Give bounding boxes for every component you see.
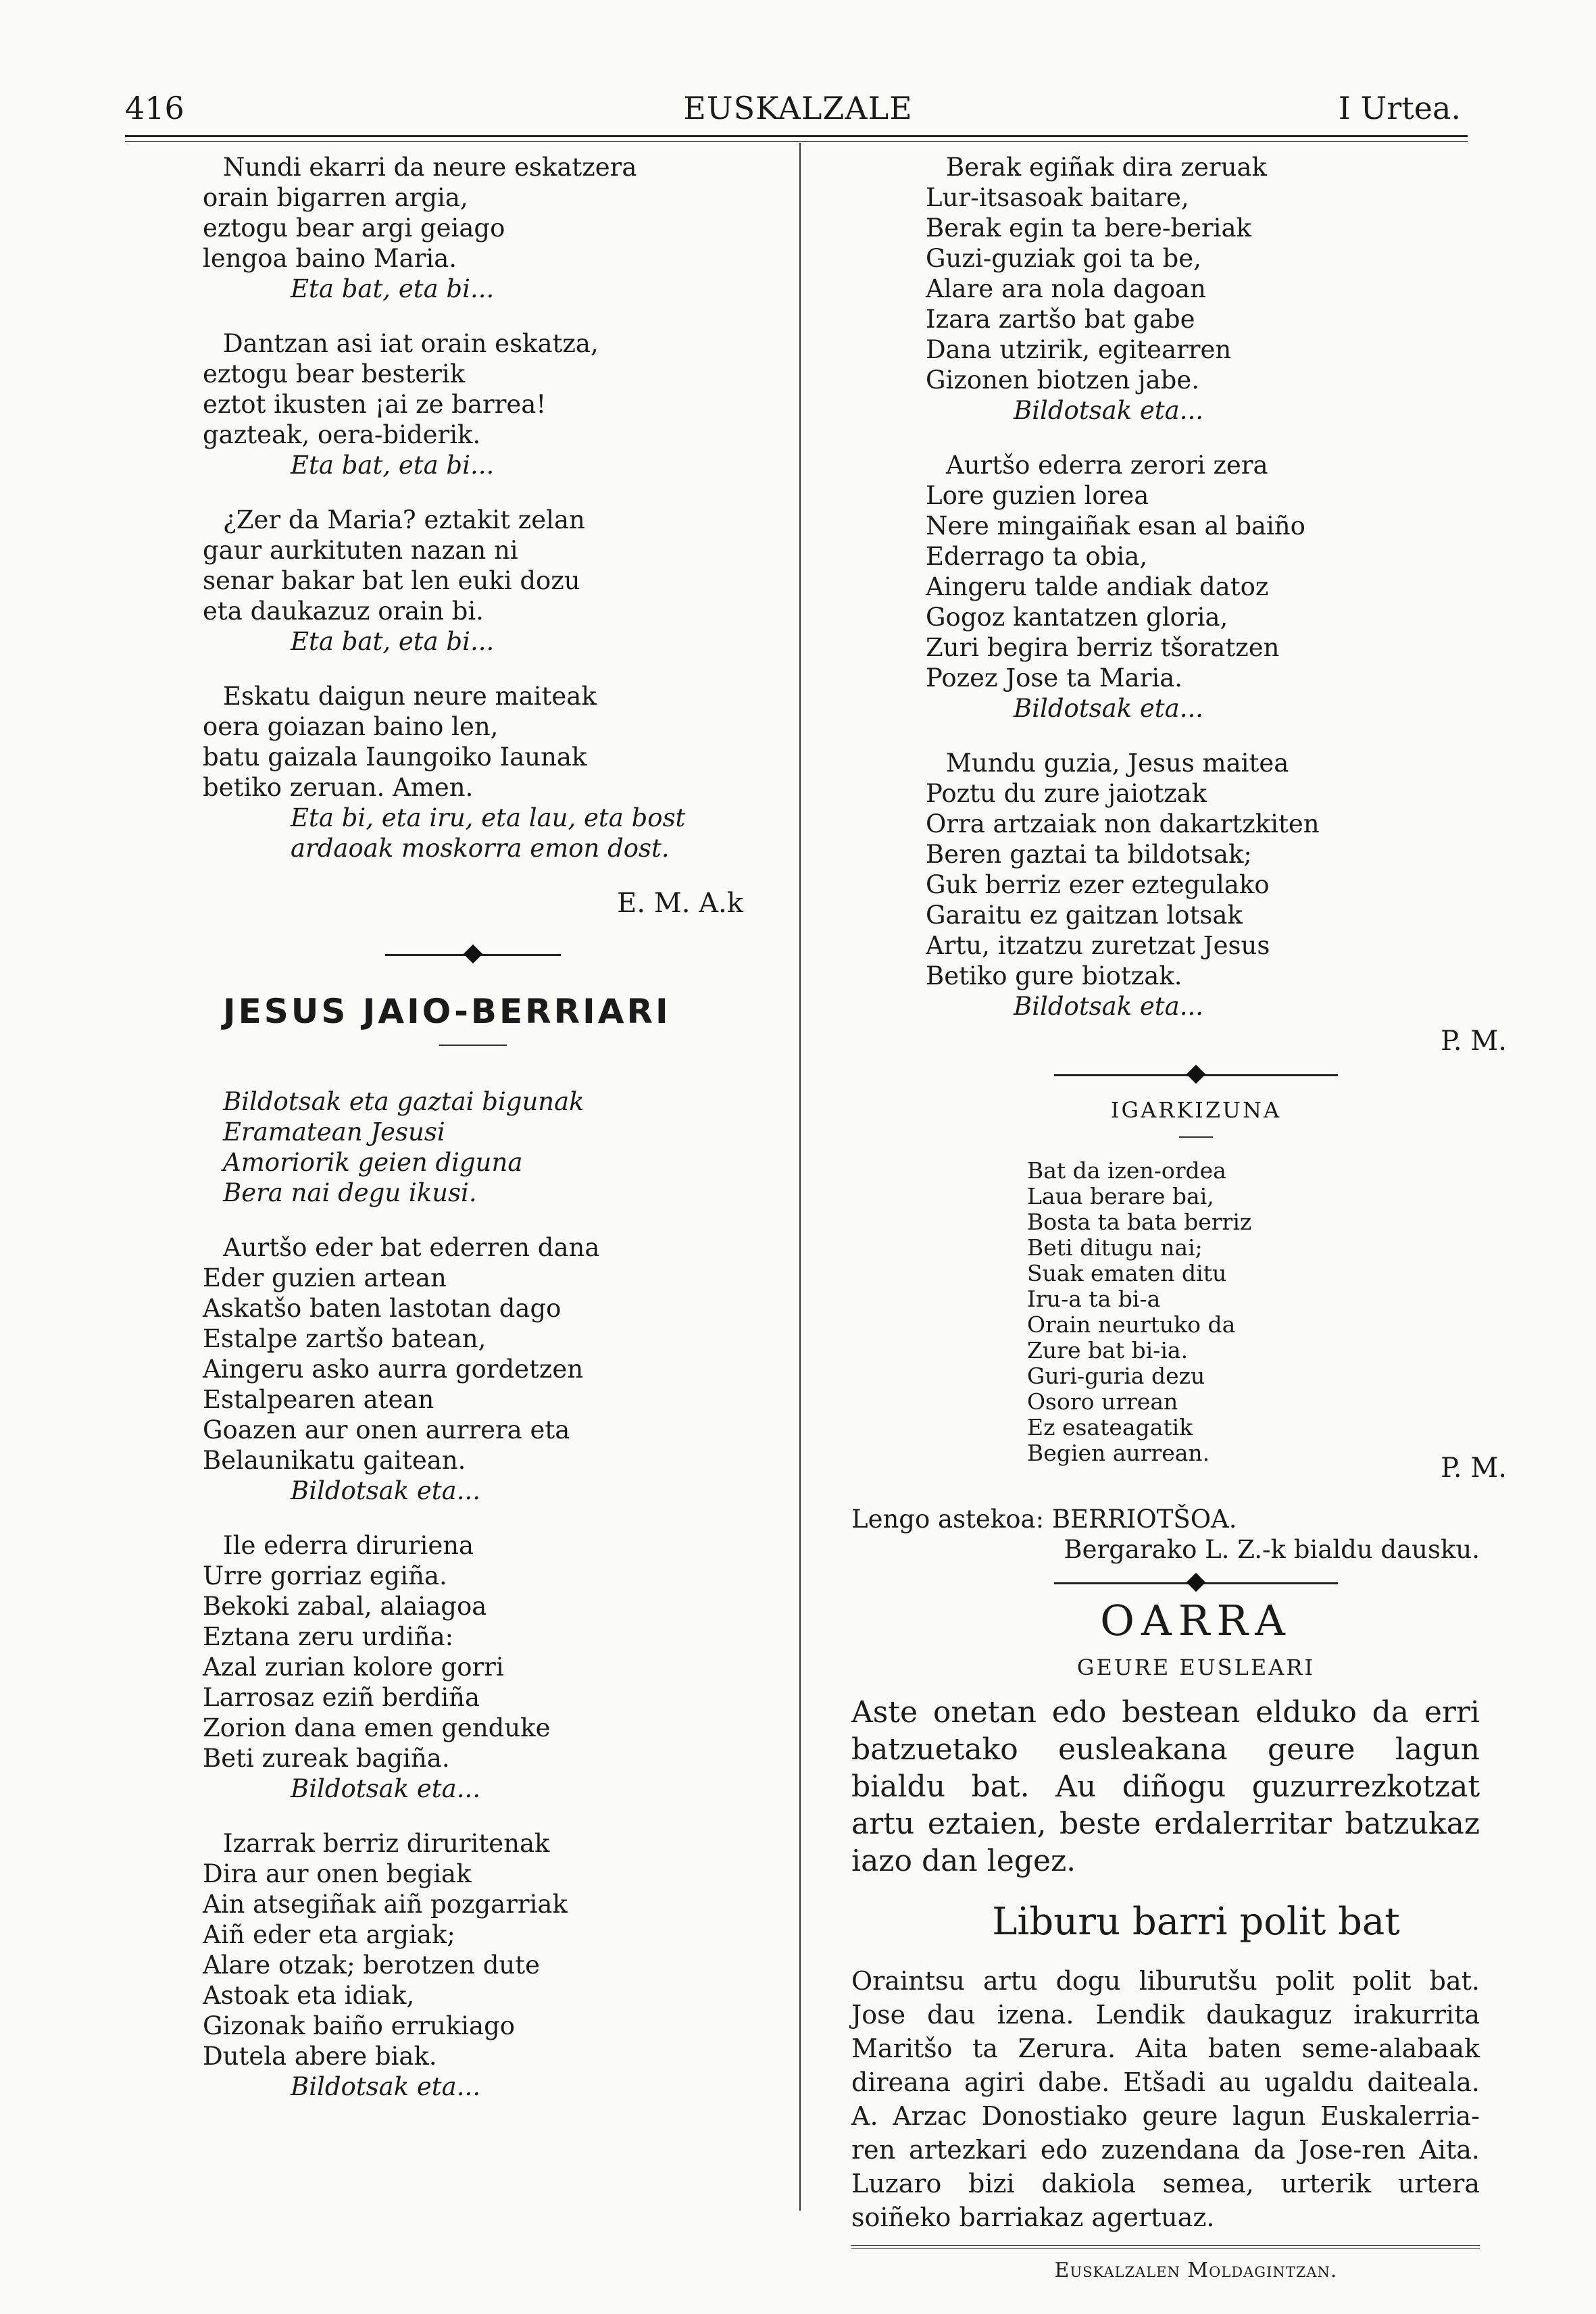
right-column — [851, 152, 1507, 2282]
book-title: Liburu barri polit bat — [992, 1900, 1400, 1944]
poem-line: Azal zurian kolore gorri — [203, 1653, 504, 1682]
poem-line: Guzi-guziak goi ta be, — [926, 244, 1201, 273]
poem-line: eta daukazuz orain bi. — [203, 597, 484, 626]
poem-line: Estalpe zartšo batean, — [203, 1324, 487, 1353]
poem-line: Beren gaztai ta bildotsak; — [926, 840, 1252, 869]
riddle-line: Osoro urrean — [1027, 1388, 1178, 1415]
poem-line: Gizonen biotzen jabe. — [926, 366, 1199, 395]
poem-line: Dira aur onen begiak — [203, 1859, 472, 1888]
poem-line: Garaitu ez gaitzan lotsak — [926, 901, 1243, 930]
poem-line: batu gaizala Iaungoiko Iaunak — [203, 743, 587, 772]
riddle-rule — [1179, 1136, 1213, 1138]
poem-line: Astoak eta idiak, — [203, 1981, 415, 2010]
poem-line: Ederrago ta obia, — [926, 542, 1148, 571]
notice-text: Aste onetan edo bestean elduko da erri batzuetako eusleakana geure lagun bialdu bat. Au diñogu guzurrezkotzat artu eztaien, beste erdalerritar batzukaz iazo dan legez. — [851, 1695, 1480, 1878]
poem-line: Urre gorriaz egiña. — [203, 1561, 447, 1590]
poem-line: Alare ara nola dagoan — [926, 274, 1206, 303]
ornament-divider — [203, 943, 743, 967]
left-column — [203, 152, 743, 2126]
poem-line: lengoa baino Maria. — [203, 244, 457, 273]
poem-line: ¿Zer da Maria? eztakit zelan — [223, 505, 585, 534]
poem-line: Eta bat, eta bi... — [291, 274, 495, 303]
poem-line: Bildotsak eta... — [1014, 992, 1204, 1021]
poem-line: Eta bat, eta bi... — [291, 627, 495, 656]
stanza — [926, 748, 1466, 1022]
poem-line: Belaunikatu gaitean. — [203, 1446, 466, 1475]
poem-line: eztot ikusten ¡ai ze barrea! — [203, 390, 547, 419]
poem-line: Larrosaz eziñ berdiña — [203, 1683, 480, 1712]
column-divider — [799, 143, 801, 2211]
poem-line: Berak egin ta bere-beriak — [926, 213, 1251, 243]
stanza — [203, 152, 743, 304]
poem-line: Eztana zeru urdiña: — [203, 1622, 454, 1651]
poem-3 — [926, 152, 1466, 1022]
poem-line: Zuri begira berriz tšoratzen — [926, 633, 1280, 662]
stanza — [203, 681, 743, 863]
intro-line: Bildotsak eta gaztai bigunak — [223, 1087, 584, 1116]
page-number: 416 — [125, 90, 184, 126]
riddle-line: Begien aurrean. — [1027, 1440, 1210, 1466]
book-text: Oraintsu artu dogu liburutšu polit polit bat. Jose dau izena. Lendik daukaguz irakurrita Maritšo ta Zerura. Aita baten seme-alabaak direana agiri dabe. Etšadi au ugaldu daiteala. A. Arzac Donostiako geure lagun Euskalerria-ren artezkari edo zuzendana da Jose-ren Aita. Luzaro bizi dakiola semea, urterik urtera soiñeko barriakaz agertuaz. — [851, 1966, 1480, 2232]
footer-rule — [851, 2245, 1480, 2249]
poem-line: Dantzan asi iat orain eskatza, — [223, 329, 599, 358]
signature-pm: P. M. — [1441, 1026, 1507, 1057]
poem-line: Bekoki zabal, alaiagoa — [203, 1592, 487, 1621]
riddle-title: IGARKIZUNA — [1110, 1097, 1282, 1123]
notice-title: OARRA — [1100, 1596, 1292, 1645]
poem-line: Izarrak berriz diruritenak — [223, 1829, 550, 1858]
signature-ema: E. M. A.k — [617, 888, 743, 919]
poem-line: Bildotsak eta... — [291, 1476, 481, 1505]
section-title: JESUS JAIO-BERRIARI — [223, 992, 671, 1031]
stanza — [203, 328, 743, 480]
answer-line: Lengo astekoa: BERRIOTŠOA. — [851, 1505, 1237, 1534]
poem-line: Aurtšo eder bat ederren dana — [223, 1233, 600, 1262]
poem-line: senar bakar bat len euki dozu — [203, 566, 580, 595]
poem-line: Ile ederra diruriena — [223, 1531, 474, 1560]
answer-credit: Bergarako L. Z.-k bialdu dausku. — [1064, 1535, 1480, 1564]
poem-line: Izara zartšo bat gabe — [926, 305, 1195, 334]
poem-line: Betiko gure biotzak. — [926, 961, 1182, 990]
poem-line: Orra artzaiak non dakartzkiten — [926, 809, 1320, 838]
poem-line: Bildotsak eta... — [291, 1774, 481, 1803]
poem-line: Dana utzirik, egitearren — [926, 335, 1232, 364]
poem-1 — [203, 152, 743, 863]
poem-intro — [203, 1086, 743, 1208]
poem-line: Guk berriz ezer eztegulako — [926, 870, 1270, 899]
title-rule — [439, 1045, 507, 1046]
poem-line: Eskatu daigun neure maiteak — [223, 682, 597, 711]
journal-title: EUSKALZALE — [683, 90, 913, 126]
poem-line: Eta bat, eta bi... — [291, 451, 495, 480]
intro-line: Bera nai degu ikusi. — [223, 1178, 477, 1207]
poem-line: Aurtšo ederra zerori zera — [946, 451, 1268, 480]
poem-line: gazteak, oera-biderik. — [203, 420, 481, 449]
stanza — [926, 450, 1466, 724]
intro-line: Amoriorik geien diguna — [223, 1148, 523, 1177]
poem-line: Nundi ekarri da neure eskatzera — [223, 153, 637, 182]
poem-line: eztogu bear besterik — [203, 359, 466, 388]
poem-2 — [203, 1232, 743, 2102]
stanza — [926, 152, 1466, 426]
poem-line: Beti zureak bagiña. — [203, 1744, 450, 1773]
poem-line: Bildotsak eta... — [1014, 694, 1204, 723]
poem-line: Eder guzien artean — [203, 1263, 447, 1292]
notice-subtitle: GEURE EUSLEARI — [1076, 1655, 1316, 1680]
poem-line: Eta bi, eta iru, eta lau, eta bost — [291, 803, 686, 832]
poem-line: Pozez Jose ta Maria. — [926, 663, 1183, 693]
signature-pm-2: P. M. — [1441, 1453, 1507, 1484]
poem-line: Mundu guzia, Jesus maitea — [946, 749, 1289, 778]
poem-line: oera goiazan baino len, — [203, 712, 499, 741]
poem-line: Askatšo baten lastotan dago — [203, 1294, 562, 1323]
poem-line: Nere mingaiñak esan al baiño — [926, 511, 1305, 540]
poem-line: Artu, itzatzu zuretzat Jesus — [926, 931, 1270, 960]
poem-line: ardaoak moskorra emon dost. — [291, 834, 670, 863]
poem-line: Bildotsak eta... — [1014, 396, 1204, 425]
riddle-line: Zure bat bi-ia. — [1027, 1337, 1189, 1363]
poem-line: Dutela abere biak. — [203, 2042, 437, 2071]
intro-line: Eramatean Jesusi — [223, 1117, 445, 1147]
riddle-line: Bosta ta bata berriz — [1027, 1209, 1252, 1235]
poem-line: Gizonak baiño errukiago — [203, 2011, 516, 2040]
riddle-line: Laua berare bai, — [1027, 1183, 1214, 1209]
poem-line: Poztu du zure jaiotzak — [926, 779, 1207, 808]
poem-line: Estalpearen atean — [203, 1385, 434, 1414]
stanza — [203, 1232, 743, 1506]
poem-line: Alare otzak; berotzen dute — [203, 1951, 540, 1980]
stanza — [203, 1530, 743, 1804]
poem-line: eztogu bear argi geiago — [203, 213, 505, 243]
ornament-divider — [926, 1571, 1466, 1596]
poem-line: orain bigarren argia, — [203, 183, 468, 212]
ornament-divider — [926, 1063, 1466, 1088]
poem-line: Aingeru talde andiak datoz — [926, 572, 1269, 601]
poem-line: Goazen aur onen aurrera eta — [203, 1415, 570, 1444]
riddle-line: Beti ditugu nai; — [1027, 1234, 1203, 1261]
riddle-line: Guri-guria dezu — [1027, 1363, 1205, 1389]
printer-credit: Euskalzalen Moldagintzan. — [1054, 2259, 1338, 2282]
riddle-text — [926, 1158, 1466, 1466]
poem-line: Aingeru asko aurra gordetzen — [203, 1355, 584, 1384]
poem-line: betiko zeruan. Amen. — [203, 773, 474, 802]
poem-line: Lore guzien lorea — [926, 481, 1149, 510]
riddle-line: Suak ematen ditu — [1027, 1260, 1227, 1286]
poem-line: Gogoz kantatzen gloria, — [926, 603, 1228, 632]
riddle-line: Orain neurtuko da — [1027, 1311, 1236, 1338]
stanza — [203, 505, 743, 657]
riddle-line: Bat da izen-ordea — [1027, 1157, 1226, 1184]
poem-line: Aiñ eder eta argiak; — [203, 1920, 455, 1949]
poem-line: Ain atsegiñak aiñ pozgarriak — [203, 1890, 568, 1919]
riddle-line: Ez esateagatik — [1027, 1414, 1193, 1440]
stanza — [203, 1828, 743, 2102]
poem-line: Zorion dana emen genduke — [203, 1713, 551, 1742]
header-rule — [125, 135, 1468, 142]
riddle-line: Iru-a ta bi-a — [1027, 1286, 1161, 1312]
volume-label: I Urtea. — [1338, 90, 1461, 126]
poem-line: Berak egiñak dira zeruak — [946, 153, 1267, 182]
poem-line: Bildotsak eta... — [291, 2072, 481, 2101]
poem-line: Lur-itsasoak baitare, — [926, 183, 1189, 212]
poem-line: gaur aurkituten nazan ni — [203, 536, 518, 565]
